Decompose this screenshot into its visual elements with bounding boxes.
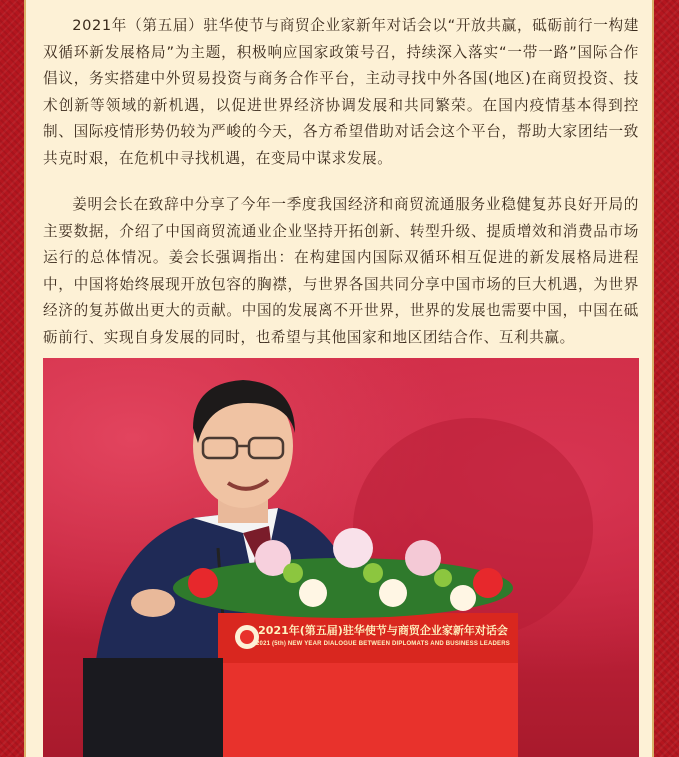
article-paragraph-1: 2021年（第五届）驻华使节与商贸企业家新年对话会以“开放共赢，砥砺前行一构建双循环新发展格局”为主题，积极响应国家政策号召，持续深入落实“一带一路”国际合作倡议，务实搭建中外贸易投资与商务合作平台，主动寻找中外各国(地区)在商贸投资、技术创新等领域的新机遇，以促进世界经济协调发展和共同繁荣。在国内疫情基本得到控制、国际疫情形势仍较为严峻的今天，各方希望借助对话会这个平台，帮助大家团结一致共克时艰，在危机中寻找机遇，在变局中谋求发展。 — [43, 17, 639, 167]
podium-banner — [229, 613, 515, 661]
banner-title-cn: 2021年(第五届)驻华使节与商贸企业家新年对话会 — [258, 624, 508, 637]
banner-title-en: 2021 (5th) NEW YEAR DIALOGUE BETWEEN DIPLOMATS AND BUSINESS LEADERS — [256, 641, 510, 647]
article-panel — [24, 0, 654, 757]
speaker-illustration — [43, 358, 639, 757]
podium-side — [83, 658, 223, 757]
event-photo — [43, 358, 639, 757]
article-paragraph-2: 姜明会长在致辞中分享了今年一季度我国经济和商贸流通服务业稳健复苏良好开局的主要数据，介绍了中国商贸流通业企业坚持开拓创新、转型升级、提质增效和消费品市场运行的总体情况。姜会长强调指出：在构建国内国际双循环相互促进的新发展格局进程中，中国将始终展现开放包容的胸襟，与世界各国共同分享中国市场的巨大机遇，为世界经济的复苏做出更大的贡献。中国的发展离不开世界，世界的发展也需要中国，中国在砥砺前行、实现自身发展的同时，也希望与其他国家和地区团结合作、互利共赢。 — [43, 196, 639, 346]
